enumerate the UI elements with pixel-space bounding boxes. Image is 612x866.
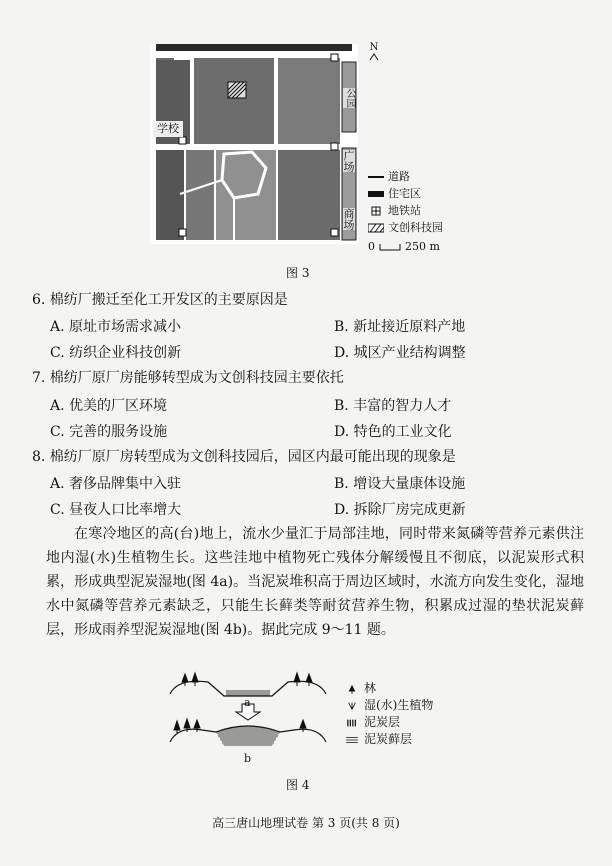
- legend-item-moss: [344, 731, 433, 748]
- figure3-caption: 图 3: [286, 266, 310, 280]
- question-7-option-b: B. 丰富的智力人才: [334, 398, 452, 414]
- question-8-stem: 8. 棉纺厂原厂房转型成为文创科技园后，园区内最可能出现的现象是: [32, 449, 456, 465]
- residential-block-icon: [368, 189, 384, 199]
- legend-label: 道路: [388, 170, 410, 183]
- scale-bar: [368, 238, 443, 255]
- figure4-legend: [344, 680, 433, 748]
- legend-item-wetland-plant: [344, 697, 433, 714]
- hatched-area-icon: [368, 223, 384, 233]
- map-label-school: 学校: [153, 121, 183, 137]
- map-label-mall: 商场: [342, 208, 355, 230]
- road-line-icon: [368, 172, 384, 182]
- legend-label: 泥炭层: [364, 715, 401, 729]
- north-arrow-icon: [369, 53, 379, 61]
- scale-value: 250 m: [405, 240, 440, 253]
- tree-icon: [344, 684, 360, 694]
- legend-item-metro: [368, 202, 443, 219]
- legend-label: 林: [364, 681, 377, 695]
- question-7-option-d: D. 特色的工业文化: [334, 424, 452, 440]
- figure3-map: [150, 44, 358, 244]
- legend-item-forest: [344, 680, 433, 697]
- map-label-square: 广场: [342, 150, 355, 172]
- legend-label: 地铁站: [388, 204, 421, 217]
- question-6-option-d: D. 城区产业结构调整: [334, 345, 466, 361]
- passage-paragraph: 在寒冷地区的高(台)地上，流水少量汇于局部洼地，同时带来氮磷等营养元素供注地内湿(水)生植物生长。这些洼地中植物死亡残体分解缓慢且不彻底，以泥炭形式积累，形成典型泥炭湿地(图 4a)。当泥炭堆积高于周边区域时，水流方向发生变化，湿地水中氮磷等营养元素缺乏，只能生长藓类等耐贫营养生物，积累成过湿的垫状泥炭藓层，形成雨养型泥炭湿地(图 4b)。据此完成 9～11 题。: [46, 526, 584, 638]
- map-label-park: 公园: [344, 88, 355, 108]
- question-7-stem: 7. 棉纺厂原厂房能够转型成为文创科技园主要依托: [32, 370, 344, 386]
- peat-layer-icon: [344, 718, 360, 728]
- question-6-stem: 6. 棉纺厂搬迁至化工开发区的主要原因是: [32, 292, 288, 308]
- figure4-caption: 图 4: [286, 778, 310, 792]
- legend-label: 湿(水)生植物: [364, 698, 434, 712]
- legend-label: 文创科技园: [388, 221, 443, 234]
- question-8-option-c: C. 昼夜人口比率增大: [50, 502, 182, 518]
- scale-bar-icon: [379, 243, 401, 251]
- figure4-label-a: a: [244, 696, 251, 709]
- legend-label: 住宅区: [388, 187, 421, 200]
- north-arrow: [368, 42, 380, 64]
- question-6-option-c: C. 纺织企业科技创新: [50, 345, 182, 361]
- page-footer: 高三唐山地理试卷 第 3 页(共 8 页): [212, 816, 400, 830]
- question-8-option-d: D. 拆除厂房完成更新: [334, 502, 466, 518]
- legend-item-residential: [368, 185, 443, 202]
- north-label: N: [369, 42, 379, 53]
- moss-layer-icon: [344, 735, 360, 745]
- question-6-option-a: A. 原址市场需求减小: [50, 319, 182, 335]
- question-7-option-c: C. 完善的服务设施: [50, 424, 168, 440]
- question-6-option-b: B. 新址接近原料产地: [334, 319, 466, 335]
- question-8-option-a: A. 奢侈品牌集中入驻: [50, 476, 182, 492]
- metro-station-icon: [368, 206, 384, 216]
- legend-item-road: [368, 168, 443, 185]
- legend-item-park: [368, 219, 443, 236]
- question-7-option-a: A. 优美的厂区环境: [50, 398, 168, 414]
- question-8-option-b: B. 增设大量康体设施: [334, 476, 466, 492]
- figure3-legend: [368, 168, 443, 255]
- figure4-label-b: b: [244, 752, 252, 765]
- legend-label: 泥炭藓层: [364, 732, 413, 746]
- wetland-plant-icon: [344, 701, 360, 711]
- scale-zero: 0: [368, 240, 375, 253]
- legend-item-peat: [344, 714, 433, 731]
